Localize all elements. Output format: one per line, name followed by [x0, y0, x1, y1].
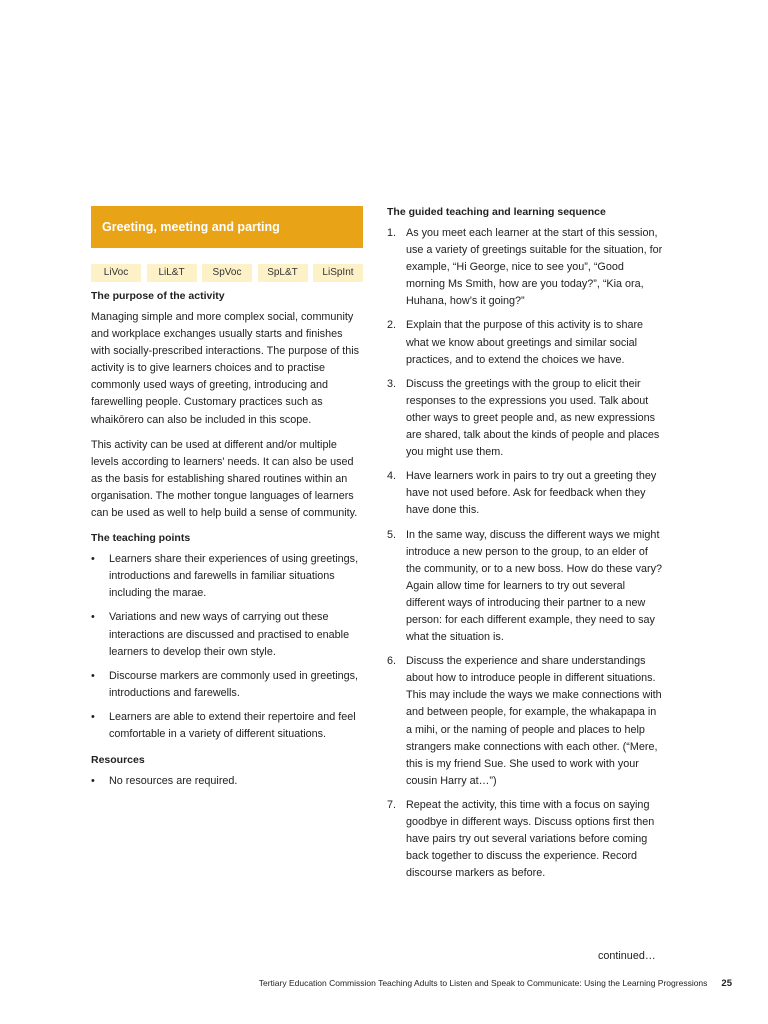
- page-footer: [0, 978, 732, 989]
- activity-title-banner: Greeting, meeting and parting: [91, 206, 363, 248]
- footer-text: Tertiary Education Commission Teaching Adults to Listen and Speak to Communicate: Using the Learning Progressions: [258, 978, 708, 988]
- list-item: 5. In the same way, discuss the different ways we might introduce a new person to the group, to an elder of the community, or to a new boss. How do these vary? Again allow time for learners to try out several different ways of introducing their partner to a new person: for each different example, they need to say what the situation is.: [387, 528, 663, 644]
- list-item: 7. Repeat the activity, this time with a focus on saying goodbye in different ways. Discuss options first then have pairs try out several variations before coming back together to discuss the experience. Record discourse markers as before.: [387, 798, 655, 880]
- list-item: • Variations and new ways of carrying out these interactions are discussed and practised to enable learners to develop their own style.: [91, 611, 350, 658]
- list-item: 1. As you meet each learner at the start of this session, use a variety of greetings suitable for the situation, for example, “Hi George, nice to see you”, “Good morning Ms Smith, how are you today?”, “Kia ora, Huhana, how’s it going?”: [387, 227, 663, 308]
- tag-livoc: LiVoc: [91, 264, 141, 282]
- list-item: • No resources are required.: [91, 773, 363, 790]
- list-item: • Learners are able to extend their repertoire and feel comfortable in a variety of different situations.: [91, 710, 356, 740]
- tag-lilt: LiL&T: [147, 264, 197, 282]
- resources-heading: Resources: [91, 754, 145, 767]
- tag-lispint: LiSpInt: [313, 264, 363, 282]
- right-column: [387, 204, 665, 889]
- list-item: 6. Discuss the experience and share understandings about how to introduce people in different situations. This may include the ways we make connections with and between people, for example, the whakapapa in a mihi, or the naming of people and places to help strangers make connections with each other. (“Mere, this is my friend Sue. She used to work with your cousin Harry at…”): [387, 655, 662, 787]
- list-item: 2. Explain that the purpose of this activity is to share what we know about greetings and similar social practices, and to extend the choices we have.: [387, 319, 644, 366]
- list-item: • Learners share their experiences of using greetings, introductions and farewells in familiar situations including the marae.: [91, 553, 359, 600]
- bullet-icon: •: [91, 553, 95, 566]
- step-number: 3.: [387, 377, 397, 390]
- step-number: 7.: [387, 798, 397, 811]
- progression-tags: [91, 264, 363, 282]
- sequence-steps: [387, 225, 665, 882]
- resources-list: [91, 773, 363, 790]
- list-item: 3. Discuss the greetings with the group to elicit their responses to the expressions you used. Talk about other ways to greet people and, as new expressions are shared, talk about the kinds of people and places you might use them.: [387, 377, 660, 459]
- bullet-icon: •: [91, 611, 95, 624]
- bullet-icon: •: [91, 775, 95, 788]
- bullet-icon: •: [91, 669, 95, 682]
- sequence-heading: The guided teaching and learning sequence: [387, 206, 606, 218]
- list-item: 4. Have learners work in pairs to try out a greeting they have not used before. Ask for feedback when they have done this.: [387, 470, 657, 517]
- step-number: 4.: [387, 470, 397, 483]
- teaching-points-heading: The teaching points: [91, 532, 191, 545]
- purpose-paragraph-2: This activity can be used at different and/or multiple levels according to learners' needs. It can also be used as the basis for establishing shared routines within an organisation. The mother tongue languages of learners can be used as well to help build a sense of community.: [91, 438, 358, 520]
- tag-spvoc: SpVoc: [202, 264, 252, 282]
- page-number: 25: [721, 978, 732, 989]
- step-number: 5.: [387, 528, 397, 541]
- teaching-points-list: [91, 551, 363, 743]
- purpose-heading: The purpose of the activity: [91, 290, 225, 302]
- step-number: 6.: [387, 655, 397, 668]
- step-number: 2.: [387, 319, 397, 332]
- tag-splt: SpL&T: [258, 264, 308, 282]
- list-item: • Discourse markers are commonly used in greetings, introductions and farewells.: [91, 669, 359, 699]
- left-column: [91, 206, 363, 797]
- continued-note: continued…: [598, 950, 656, 962]
- step-number: 1.: [387, 227, 397, 239]
- purpose-paragraph-1: Managing simple and more complex social, community and workplace exchanges usually starts and finishes with socially-prescribed interactions. The purpose of this activity is to give learners choices and to practise commonly used ways of greeting, introducing and farewelling people. Customary practices such as whaikōrero can also be included in this scope.: [91, 311, 360, 426]
- bullet-icon: •: [91, 710, 95, 723]
